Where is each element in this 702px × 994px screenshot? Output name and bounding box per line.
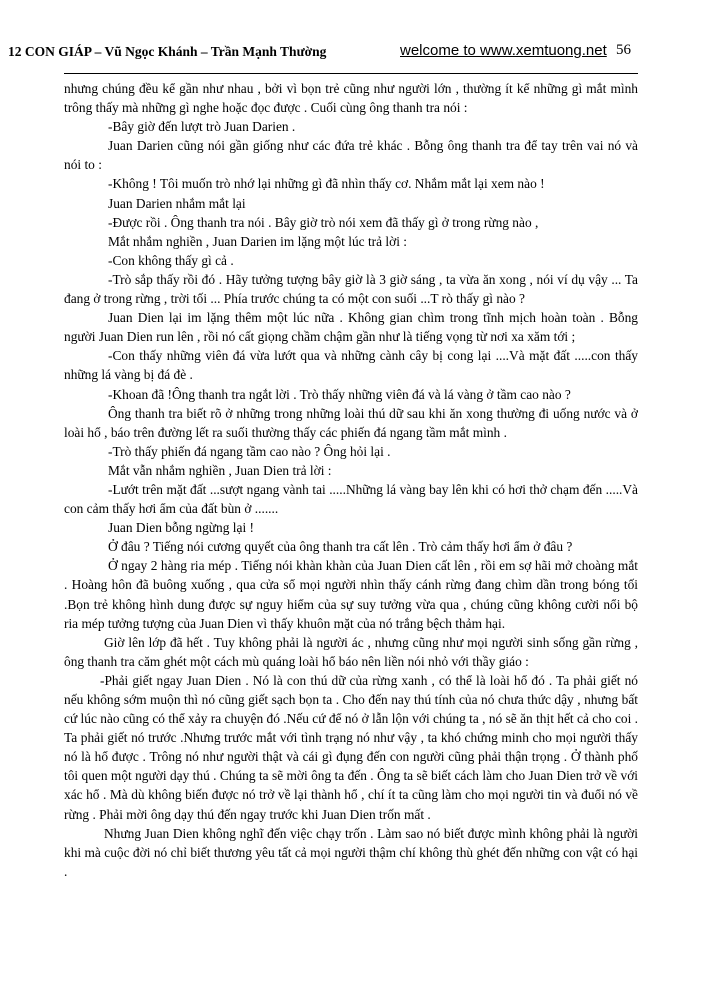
paragraph: Mắt vẫn nhắm nghiền , Juan Dien trả lời : [108, 462, 332, 478]
paragraph: Nhưng Juan Dien không nghĩ đến việc chạy trốn . Làm sao nó biết được mình không phải là người khi mà cuộc đời nó chỉ biết thương yêu tất cả mọi người thậm chí không thù ghét đến những con vật có hại . [64, 825, 638, 879]
paragraph: -Khoan đã !Ông thanh tra ngắt lời . Trò thấy những viên đá và lá vàng ở tầm cao nào ? [108, 386, 571, 402]
paragraph: -Con không thấy gì cả . [108, 252, 234, 268]
paragraph: -Bây giờ đến lượt trò Juan Darien . [108, 119, 296, 135]
paragraph: -Được rồi . Ông thanh tra nói . Bây giờ trò nói xem đã thấy gì ở trong rừng nào , [108, 214, 539, 230]
paragraph: -Trò sắp thấy rồi đó . Hãy tưởng tượng bây giờ là 3 giờ sáng , ta vừa ăn xong , nói ví dụ vậy ... Ta đang ở trong rừng , trời tối ... Phía trước chúng ta có một con suối ...T rò thấy gì nào ? [64, 271, 638, 307]
document-body [64, 79, 638, 881]
page-number: 56 [616, 42, 631, 58]
paragraph: Ở đâu ? Tiếng nói cương quyết của ông thanh tra cất lên . Trò cảm thấy hơi ẩm ở đâu ? [108, 539, 573, 555]
header-title: 12 CON GIÁP – Vũ Ngọc Khánh – Trần Mạnh Thường [8, 44, 327, 59]
header-website-link[interactable]: welcome to www.xemtuong.net [400, 42, 607, 59]
paragraph: Juan Darien nhắm mắt lại [108, 195, 246, 211]
page-header [8, 44, 634, 66]
paragraph: -Trò thấy phiến đá ngang tầm cao nào ? Ông hỏi lại . [108, 443, 391, 459]
paragraph: Juan Darien cũng nói gần giống như các đứa trẻ khác . Bỗng ông thanh tra để tay trên vai nó và nói to : [64, 138, 638, 173]
paragraph: Ở ngay 2 hàng ria mép . Tiếng nói khàn khàn của Juan Dien cất lên , rồi em sợ hãi mở choàng mắt . Hoàng hôn đã buông xuống , qua cửa sổ mọi người nhìn thấy cánh rừng đang chìm dần trong bóng tối .Bọn trẻ không hình dung được sự nguy hiểm của sự suy tưởng vừa qua , chúng cũng không cười nổi bộ ria mép tưởng tượng của Juan Dien vì thấy khuôn mặt của nó trắng bệch thảm hại. [64, 558, 638, 631]
paragraph: Mắt nhắm nghiền , Juan Darien im lặng một lúc trả lời : [108, 233, 408, 249]
paragraph: nhưng chúng đều kể gần như nhau , bởi vì bọn trẻ cũng như người lớn , thường ít kể những gì mắt mình trông thấy mà những gì nghe hoặc đọc được . Cuối cùng ông thanh tra nói : [64, 81, 638, 116]
paragraph: -Phải giết ngay Juan Dien . Nó là con thú dữ của rừng xanh , có thể là loài hổ đó . Ta phải giết nó nếu không sớm muộn thì nó cũng giết sạch bọn ta . Cho đến nay thú tính của nó chưa thức dậy , nhưng bất cứ lúc nào cũng có thể xảy ra chuyện đó .Nếu cứ để nó ở lẫn lộn với chúng ta , nó sẽ ăn thịt hết cả cho coi . Ta phải giết nó trước .Nhưng trước mắt với tình trạng nó như vậy , ta khó chứng minh cho mọi người thấy nó là hổ được . Trông nó như người thật và cái gì đụng đến con người cũng phải thận trọng . Ở thành phố tôi quen một người dạy thú . Chúng ta sẽ mời ông ta đến . Ông ta sẽ biết cách làm cho Juan Dien trở về với xác hổ . Mà dù không biến được nó trở về lại thành hổ , chí ít ta cũng làm cho mọi người tin và đuổi nó về rừng . Phải mời ông dạy thú đến ngay trước khi Juan Dien trốn mất . [64, 672, 638, 822]
header-divider [64, 73, 638, 74]
paragraph: -Con thấy những viên đá vừa lướt qua và những cành cây bị cong lại ....Và mặt đất .....con thấy những lá vàng bị đá đè . [64, 348, 638, 383]
paragraph: -Không ! Tôi muốn trò nhớ lại những gì đã nhìn thấy cơ. Nhắm mắt lại xem nào ! [108, 176, 545, 192]
paragraph: Giờ lên lớp đã hết . Tuy không phải là người ác , nhưng cũng như mọi người sinh sống gần rừng , ông thanh tra căm ghét một cách mù quáng loài hổ báo nên liền nói nhỏ với thầy giáo : [64, 634, 638, 669]
paragraph: -Lướt trên mặt đất ...sượt ngang vành tai .....Những lá vàng bay lên khi có hơi thở chạm đến .....Và con cảm thấy hơi ẩm của đất bùn ở ....... [64, 481, 638, 517]
paragraph: Ông thanh tra biết rõ ở những trong những loài thú dữ sau khi ăn xong thường đi uống nước và ở loài hổ , báo trên đường lết ra suối thường thấy các phiến đá ngang tầm mắt mình . [64, 405, 638, 440]
paragraph: Juan Dien bỗng ngừng lại ! [108, 520, 254, 536]
paragraph: Juan Dien lại im lặng thêm một lúc nữa . Không gian chìm trong tĩnh mịch hoàn toàn . Bỗng người Juan Dien run lên , rồi nó cất giọng chầm chậm gần như là tiếng vọng từ nơi xa xăm tới ; [64, 310, 638, 345]
